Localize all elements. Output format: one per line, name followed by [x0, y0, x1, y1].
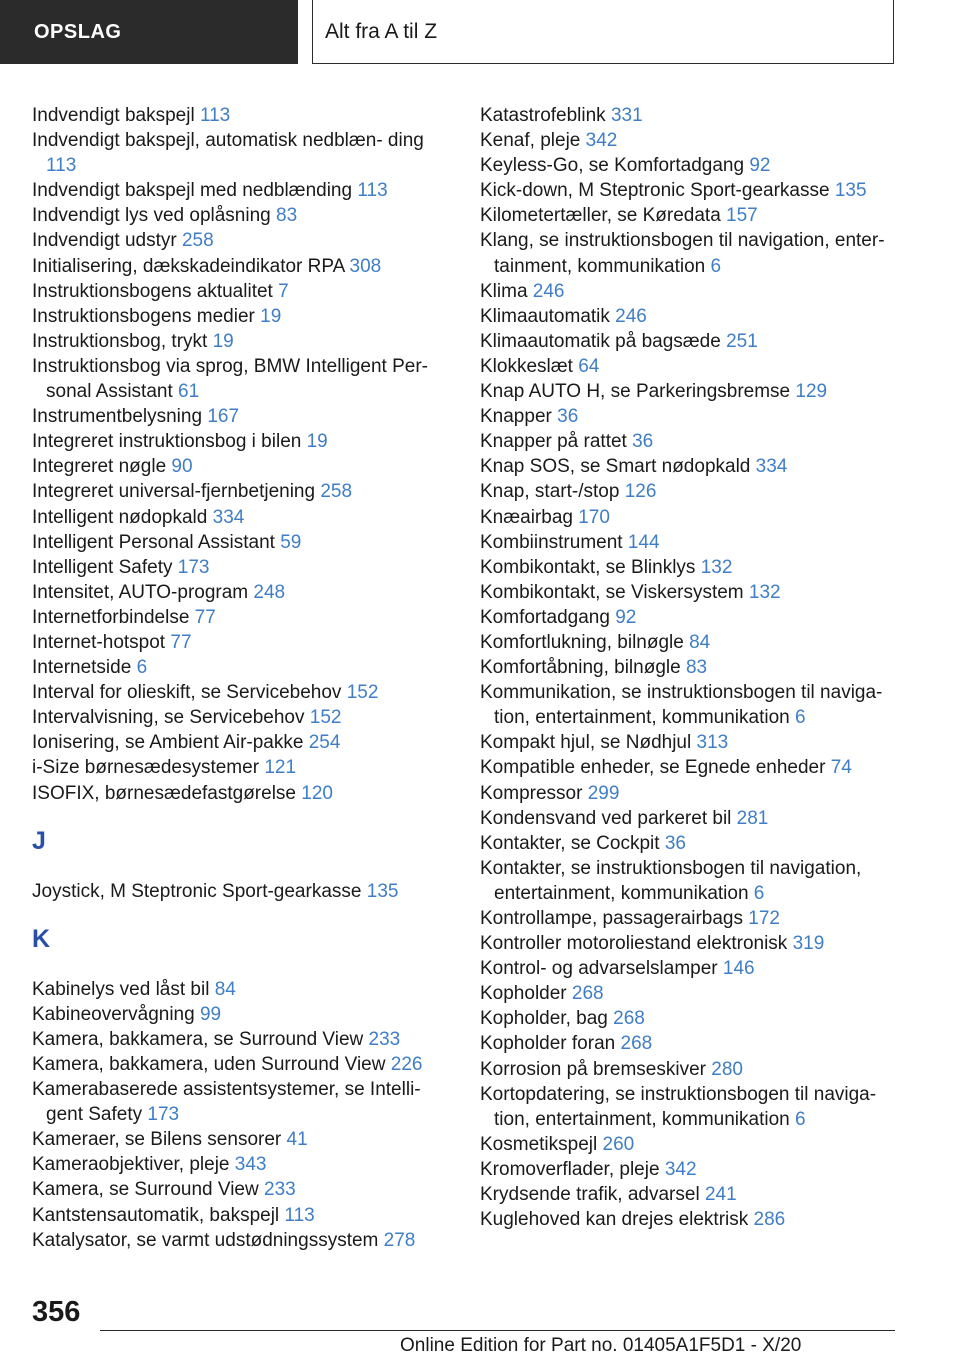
index-page-link[interactable]: 84 — [214, 978, 236, 1000]
index-page-link[interactable]: 319 — [792, 933, 825, 955]
index-entry-text: Intensitet, AUTO-program — [32, 581, 249, 603]
index-entry-text: Kombikontakt, se Viskersystem — [480, 581, 744, 603]
index-entry — [480, 1182, 910, 1207]
index-entry-text: Knap SOS, se Smart nødopkald — [480, 456, 751, 478]
index-page-link[interactable]: 113 — [357, 180, 388, 202]
index-page-link[interactable]: 313 — [696, 732, 729, 754]
index-page-link[interactable]: 241 — [704, 1184, 737, 1206]
index-entry — [32, 1052, 452, 1077]
index-entry-text: Kombikontakt, se Blinklys — [480, 556, 696, 578]
index-entry-text: Initialisering, dækskadeindikator RPA — [32, 255, 345, 277]
right-column — [480, 103, 910, 1232]
index-entry — [480, 555, 910, 580]
index-entry-text: Knæairbag — [480, 506, 573, 528]
index-entry — [480, 580, 910, 605]
index-entry — [480, 956, 910, 981]
index-page-link[interactable]: 135 — [834, 180, 867, 202]
index-entry — [32, 555, 452, 580]
page-number: 356 — [32, 1296, 81, 1328]
index-page-link[interactable]: 233 — [368, 1028, 401, 1050]
index-entry — [32, 879, 452, 904]
index-entry — [32, 680, 452, 705]
index-entry — [32, 479, 452, 504]
index-page-link[interactable]: 83 — [276, 205, 298, 227]
index-page-link[interactable]: 251 — [726, 330, 758, 352]
index-page-link[interactable]: 132 — [748, 581, 781, 603]
index-entry-text: Kabinelys ved låst bil — [32, 978, 210, 1000]
index-page-link[interactable]: 280 — [711, 1058, 743, 1080]
index-entry-text: Knap, start-/stop — [480, 481, 620, 503]
index-entry — [480, 354, 910, 379]
index-entry-text: Kilometertæller, se Køredata — [480, 205, 721, 227]
index-entry — [480, 505, 910, 530]
index-page-link[interactable]: 61 — [178, 381, 200, 403]
index-page-link[interactable]: 6 — [136, 657, 148, 679]
index-entry-text: Internetside — [32, 657, 132, 679]
page-title: Alt fra A til Z — [312, 0, 894, 64]
index-page-link[interactable]: 113 — [46, 155, 77, 177]
index-page-link[interactable]: 281 — [736, 807, 769, 829]
index-entry — [32, 705, 452, 730]
index-entry — [32, 429, 452, 454]
index-entry-text: Komfortlukning, bilnøgle — [480, 631, 684, 653]
index-entry-text: Krydsende trafik, advarsel — [480, 1184, 700, 1206]
index-page-link[interactable]: 36 — [664, 832, 686, 854]
index-entry — [32, 404, 452, 429]
index-entry-text: Kosmetikspejl — [480, 1133, 598, 1155]
index-entry — [480, 680, 910, 730]
index-entry — [32, 1127, 452, 1152]
index-entry — [480, 906, 910, 931]
index-entry-text: Integreret nøgle — [32, 456, 167, 478]
section-letter-j: J — [32, 826, 46, 855]
index-entry — [480, 530, 910, 555]
left-column — [32, 103, 452, 1253]
section-letter-k: K — [32, 924, 51, 953]
index-entry-text: Kontroller motoroliestand elektronisk — [480, 933, 788, 955]
index-entry-text: Kameraobjektiver, pleje — [32, 1154, 230, 1176]
index-page-link[interactable]: 268 — [613, 1008, 645, 1030]
index-page-link[interactable]: 77 — [194, 606, 216, 628]
index-list-j — [32, 879, 452, 904]
index-entry-text: Integreret instruktionsbog i bilen — [32, 431, 302, 453]
index-entry-text: Kompatible enheder, se Egnede enheder — [480, 757, 826, 779]
index-entry — [32, 580, 452, 605]
index-entry-text: ISOFIX, børnesædefastgørelse — [32, 782, 296, 804]
index-page-link[interactable]: 6 — [753, 882, 765, 904]
index-entry — [32, 755, 452, 780]
index-entry-text: Kromoverflader, pleje — [480, 1158, 660, 1180]
footer-edition-text: Online Edition for Part no. 01405A1F5D1 - X/20 — [400, 1335, 802, 1356]
index-entry — [480, 329, 910, 354]
index-page-link[interactable]: 268 — [620, 1033, 653, 1055]
index-list-k-continued — [480, 103, 910, 1232]
index-page-link[interactable]: 135 — [366, 880, 399, 902]
index-entry — [480, 655, 910, 680]
index-page-link[interactable]: 36 — [632, 431, 654, 453]
index-page-link[interactable]: 6 — [795, 707, 806, 729]
index-page-link[interactable]: 120 — [301, 782, 333, 804]
index-entry-text: Kuglehoved kan drejes elektrisk — [480, 1209, 749, 1231]
index-entry-text: Instruktionsbogens aktualitet — [32, 280, 273, 302]
index-page-link[interactable]: 113 — [284, 1204, 315, 1226]
index-entry — [480, 781, 910, 806]
index-entry-text: Integreret universal-fjernbetjening — [32, 481, 316, 503]
index-entry — [480, 404, 910, 429]
index-page-link[interactable]: 331 — [610, 105, 643, 126]
section-tab: OPSLAG — [0, 0, 298, 64]
index-page-link[interactable]: 126 — [624, 481, 657, 503]
index-entry — [480, 931, 910, 956]
index-entry-text: Klimaautomatik på bagsæde — [480, 330, 721, 352]
index-entry — [32, 279, 452, 304]
index-entry — [480, 279, 910, 304]
index-page-link[interactable]: 92 — [615, 606, 637, 628]
index-entry-text: Kontakter, se instruktionsbogen til navigation, entertainment, kommunikation — [480, 857, 862, 904]
index-page-link[interactable]: 19 — [306, 431, 328, 453]
index-entry-text: Internetforbindelse — [32, 606, 190, 628]
index-page-link[interactable]: 334 — [212, 506, 245, 528]
index-entry — [32, 530, 452, 555]
index-entry-text: Indvendigt udstyr — [32, 230, 177, 252]
index-entry — [480, 730, 910, 755]
index-entry-text: Knap AUTO H, se Parkeringsbremse — [480, 381, 791, 403]
page-header — [0, 0, 960, 66]
index-entry-text: Indvendigt bakspejl, automatisk nedblæn‐ ding — [32, 130, 424, 152]
index-entry-text: Indvendigt lys ved oplåsning — [32, 205, 271, 227]
index-entry-text: Kenaf, pleje — [480, 130, 581, 152]
index-entry-text: Korrosion på bremseskiver — [480, 1058, 706, 1080]
index-entry-text: Knapper på rattet — [480, 431, 627, 453]
index-page-link[interactable]: 173 — [147, 1104, 180, 1126]
index-entry-text: Kompressor — [480, 782, 583, 804]
index-page-link[interactable]: 342 — [664, 1158, 697, 1180]
index-entry-text: Kopholder foran — [480, 1033, 616, 1055]
index-entry-text: Kabineovervågning — [32, 1003, 195, 1025]
index-entry — [32, 505, 452, 530]
index-page-link[interactable]: 299 — [587, 782, 620, 804]
index-page-link[interactable]: 258 — [181, 230, 214, 252]
index-entry — [480, 806, 910, 831]
index-entry-text: Instrumentbelysning — [32, 406, 203, 428]
index-entry — [480, 1157, 910, 1182]
index-entry — [32, 1002, 452, 1027]
index-entry-text: Kick-down, M Steptronic Sport-gearkasse — [480, 180, 830, 202]
index-page-link[interactable]: 83 — [685, 657, 708, 679]
index-page-link[interactable]: 74 — [830, 757, 852, 779]
index-entry — [480, 128, 910, 153]
index-entry — [480, 379, 910, 404]
index-entry-text: Kompakt hjul, se Nødhjul — [480, 732, 692, 754]
index-list-i — [32, 103, 452, 806]
index-entry-text: Ionisering, se Ambient Air-pakke — [32, 732, 304, 754]
index-entry — [480, 981, 910, 1006]
index-page-link[interactable]: 173 — [177, 556, 210, 578]
index-page-link[interactable]: 121 — [264, 757, 297, 779]
index-entry — [32, 605, 452, 630]
index-entry-text: Interval for olieskift, se Servicebehov — [32, 682, 342, 704]
index-entry-text: Kontakter, se Cockpit — [480, 832, 660, 854]
index-entry — [32, 1027, 452, 1052]
index-entry-text: Klokkeslæt — [480, 355, 573, 377]
index-entry — [32, 203, 452, 228]
index-entry — [32, 1077, 452, 1127]
index-entry-text: Kondensvand ved parkeret bil — [480, 807, 732, 829]
index-entry-text: Intelligent Personal Assistant — [32, 531, 275, 553]
index-entry-text: Indvendigt bakspejl — [32, 105, 195, 126]
index-entry-text: Keyless-Go, se Komfortadgang — [480, 155, 745, 177]
index-entry-text: Kamera, se Surround View — [32, 1179, 259, 1201]
index-entry-text: Instruktionsbogens medier — [32, 305, 255, 327]
index-entry — [32, 1152, 452, 1177]
index-entry — [32, 254, 452, 279]
index-page-link[interactable]: 132 — [700, 556, 733, 578]
footer-edition — [400, 1335, 801, 1357]
index-page-link[interactable]: 6 — [795, 1108, 806, 1130]
index-entry — [480, 479, 910, 504]
index-page-link[interactable]: 167 — [207, 406, 240, 428]
index-page-link[interactable]: 152 — [309, 707, 342, 729]
index-page-link[interactable]: 286 — [753, 1209, 786, 1231]
index-entry-text: Knapper — [480, 406, 552, 428]
index-page-link[interactable]: 278 — [383, 1229, 416, 1251]
index-entry — [32, 730, 452, 755]
index-page-link[interactable]: 233 — [264, 1179, 296, 1201]
index-entry — [32, 178, 452, 203]
index-entry — [480, 1057, 910, 1082]
index-entry — [480, 755, 910, 780]
index-entry — [480, 454, 910, 479]
index-page-link[interactable]: 246 — [532, 280, 565, 302]
index-list-k — [32, 977, 452, 1253]
index-entry — [32, 630, 452, 655]
index-page-link[interactable]: 334 — [755, 456, 788, 478]
index-page-link[interactable]: 92 — [749, 155, 771, 177]
index-entry — [32, 655, 452, 680]
index-entry — [480, 1132, 910, 1157]
index-page-link[interactable]: 64 — [578, 355, 600, 377]
index-page-link[interactable]: 260 — [602, 1133, 635, 1155]
index-page-link[interactable]: 268 — [571, 983, 604, 1005]
index-entry-text: Kontrol- og advarselslamper — [480, 958, 718, 980]
index-entry-text: Kortopdatering, se instruktionsbogen til naviga‐ tion, entertainment, kommunikation — [480, 1083, 877, 1130]
index-entry — [480, 1207, 910, 1232]
index-entry — [32, 1177, 452, 1202]
index-entry — [480, 605, 910, 630]
index-entry-text: i-Size børnesædesystemer — [32, 757, 260, 779]
index-entry-text: Instruktionsbog, trykt — [32, 330, 208, 352]
index-entry — [32, 977, 452, 1002]
index-page-link[interactable]: 90 — [171, 456, 193, 478]
index-entry — [32, 329, 452, 354]
index-entry-text: Kameraer, se Bilens sensorer — [32, 1129, 282, 1151]
index-page-link[interactable]: 248 — [253, 581, 286, 603]
index-page-link[interactable]: 19 — [260, 305, 282, 327]
index-entry — [480, 103, 910, 128]
index-entry — [480, 153, 910, 178]
index-entry — [32, 354, 452, 404]
footer-divider — [100, 1330, 895, 1331]
index-entry — [32, 128, 452, 178]
index-page-link[interactable]: 77 — [170, 631, 192, 653]
index-entry — [480, 1006, 910, 1031]
index-entry — [480, 1031, 910, 1056]
index-page-link[interactable]: 6 — [710, 255, 722, 277]
index-entry-text: Intelligent Safety — [32, 556, 173, 578]
index-page-link[interactable]: 146 — [722, 958, 755, 980]
index-entry — [480, 630, 910, 655]
index-page-link[interactable]: 342 — [585, 130, 618, 152]
index-entry-text: Komfortadgang — [480, 606, 610, 628]
index-entry-text: Komfortåbning, bilnøgle — [480, 657, 681, 679]
index-page-link[interactable]: 172 — [748, 908, 780, 929]
index-entry — [32, 1203, 452, 1228]
index-entry-text: Klima — [480, 280, 528, 302]
index-page-link[interactable]: 129 — [795, 381, 828, 403]
index-entry-text: Intelligent nødopkald — [32, 506, 208, 528]
index-entry-text: Katastrofeblink — [480, 105, 606, 126]
index-entry-text: Kamera, bakkamera, se Surround View — [32, 1028, 364, 1050]
index-entry-text: Kontrollampe, passagerairbags — [480, 908, 743, 929]
index-page-link[interactable]: 258 — [320, 481, 353, 503]
index-page-link[interactable]: 99 — [199, 1003, 222, 1025]
index-entry-text: Indvendigt bakspejl med nedblænding — [32, 180, 353, 202]
index-page-link[interactable]: 144 — [627, 531, 660, 553]
index-entry-text: Kommunikation, se instruktionsbogen til naviga‐ tion, entertainment, kommunikation — [480, 682, 883, 729]
index-entry — [480, 856, 910, 906]
index-page-link[interactable]: 36 — [557, 406, 579, 428]
index-page-link[interactable]: 152 — [346, 682, 379, 704]
index-entry — [480, 1082, 910, 1132]
index-entry — [480, 304, 910, 329]
index-page-link[interactable]: 308 — [349, 255, 382, 277]
index-page-link[interactable]: 41 — [286, 1129, 308, 1151]
index-page-link[interactable]: 246 — [615, 305, 647, 327]
index-entry — [480, 429, 910, 454]
index-page-link[interactable]: 59 — [280, 531, 302, 553]
index-page-link[interactable]: 254 — [308, 732, 341, 754]
index-page-link[interactable]: 84 — [689, 631, 711, 653]
index-entry-text: Kamerabaserede assistentsystemer, se Intelli‐ gent Safety — [32, 1079, 421, 1126]
index-entry-text: Kombiinstrument — [480, 531, 623, 553]
index-page-link[interactable]: 226 — [390, 1054, 423, 1075]
index-entry-text: Kopholder, bag — [480, 1008, 608, 1030]
index-page-link[interactable]: 157 — [726, 205, 758, 227]
index-page-link[interactable]: 343 — [234, 1154, 267, 1176]
index-entry-text: Katalysator, se varmt udstødningssystem — [32, 1229, 379, 1251]
index-entry-text: Klang, se instruktionsbogen til navigation, enter‐ tainment, kommunikation — [480, 230, 885, 277]
index-entry — [32, 454, 452, 479]
index-entry — [480, 178, 910, 203]
index-entry-text: Kopholder — [480, 983, 567, 1005]
index-entry-text: Joystick, M Steptronic Sport-gearkasse — [32, 880, 362, 902]
index-page-link[interactable]: 19 — [212, 330, 234, 352]
index-page-link[interactable]: 7 — [278, 280, 289, 302]
index-entry-text: Intervalvisning, se Servicebehov — [32, 707, 305, 729]
index-entry-text: Klimaautomatik — [480, 305, 610, 327]
index-entry-text: Instruktionsbog via sprog, BMW Intelligent Per‐ sonal Assistant — [32, 355, 429, 403]
index-page-link[interactable]: 113 — [199, 105, 231, 126]
index-entry — [32, 103, 452, 128]
index-entry — [32, 304, 452, 329]
index-entry-text: Internet-hotspot — [32, 631, 166, 653]
index-entry — [480, 203, 910, 228]
index-entry — [480, 831, 910, 856]
index-entry — [480, 228, 910, 278]
index-entry-text: Kamera, bakkamera, uden Surround View — [32, 1054, 386, 1075]
index-entry-text: Kantstensautomatik, bakspejl — [32, 1204, 280, 1226]
index-entry — [32, 228, 452, 253]
index-page-link[interactable]: 170 — [578, 506, 610, 528]
index-entry — [32, 781, 452, 806]
index-entry — [32, 1228, 452, 1253]
